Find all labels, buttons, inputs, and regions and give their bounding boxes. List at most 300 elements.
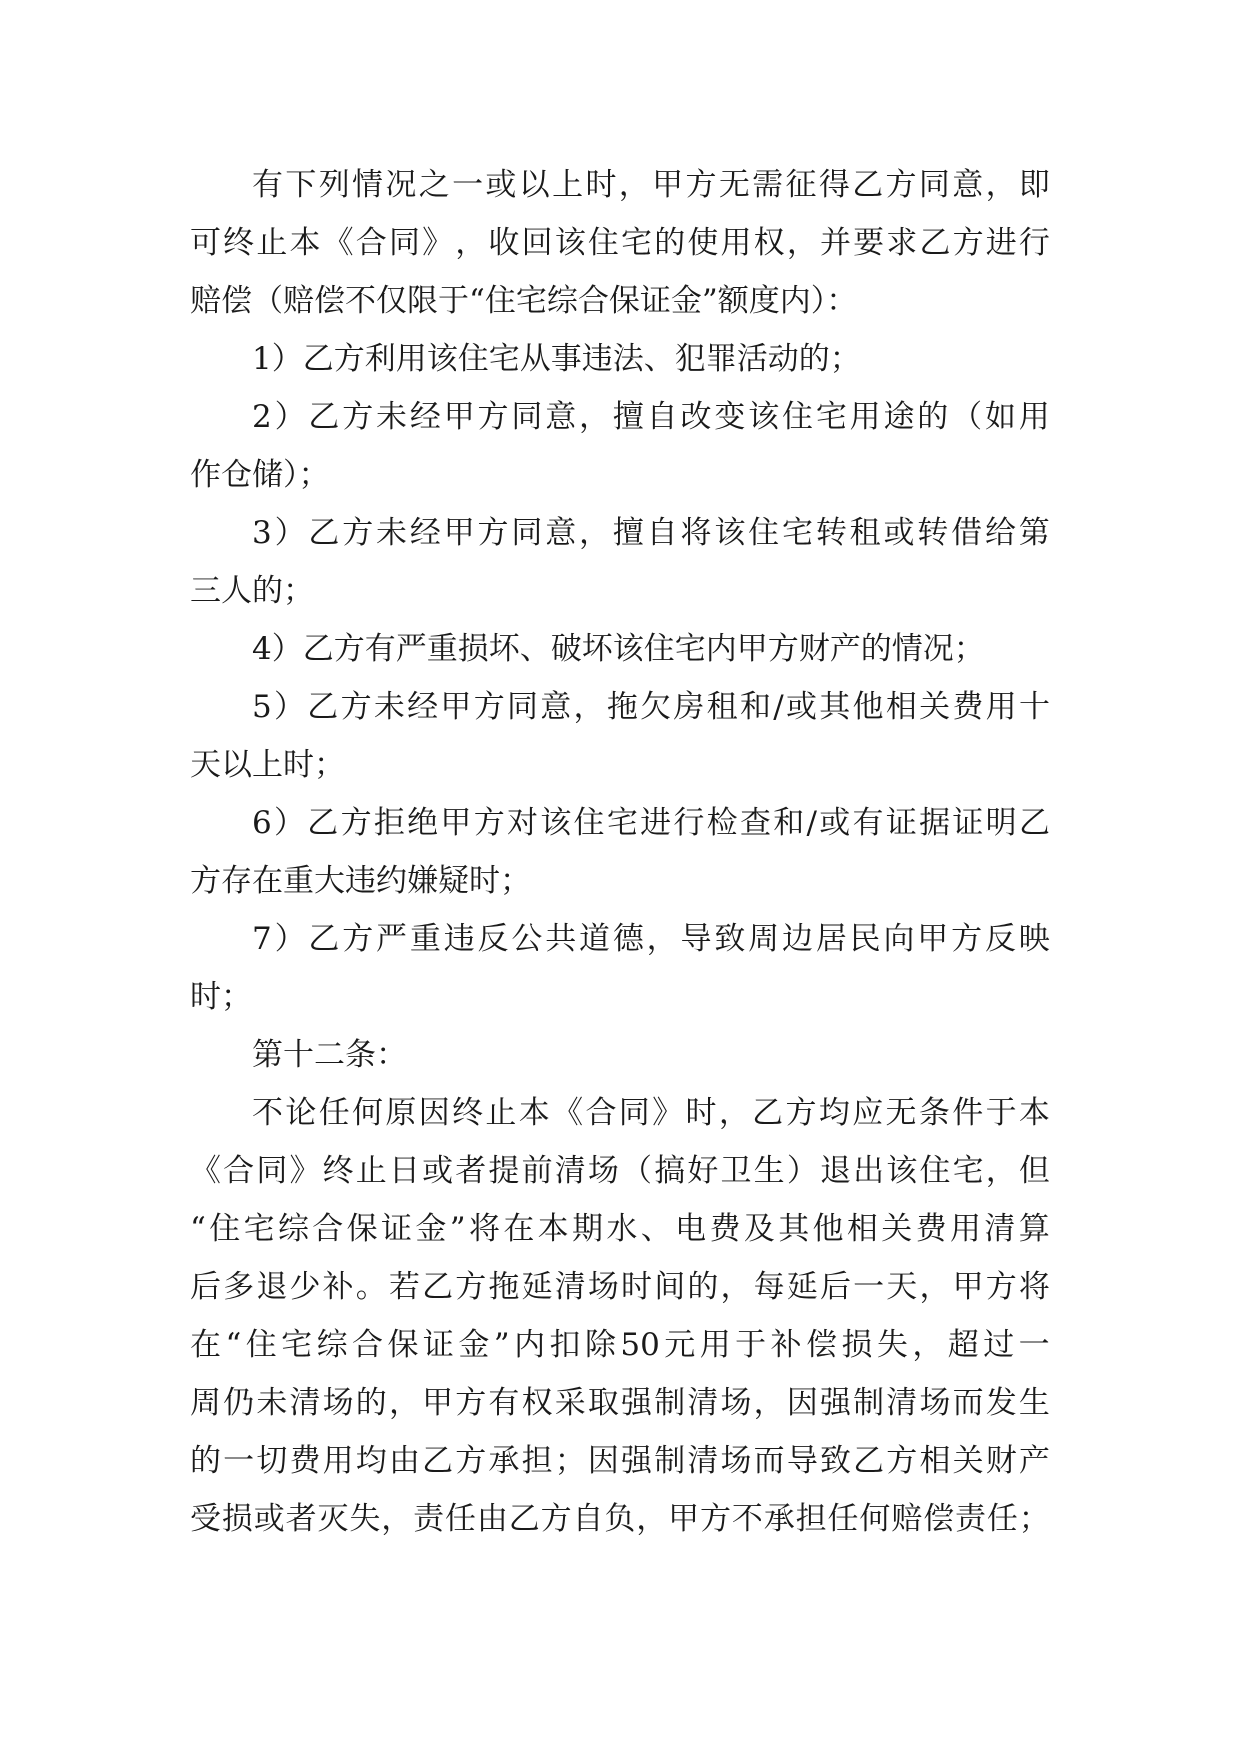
text-glyph: 担 (521, 1443, 553, 1479)
text-glyph: 均 (818, 1095, 850, 1131)
paragraph-line (190, 1325, 1050, 1365)
text-glyph: 《 (322, 225, 354, 261)
text-glyph: 于 (735, 1327, 767, 1363)
text-glyph: 清 (687, 1385, 719, 1421)
text-glyph: 方 (685, 167, 717, 203)
text-glyph: 方 (342, 399, 374, 435)
text-glyph: 除 (584, 1327, 616, 1363)
text-glyph: 一 (853, 1269, 885, 1305)
text-glyph: 将 (1018, 1269, 1050, 1305)
text-glyph: 强 (621, 1443, 653, 1479)
text-glyph: 清 (289, 1385, 321, 1421)
text-glyph: 以 (518, 167, 550, 203)
text-glyph: 失 (349, 1501, 381, 1537)
text-glyph: 道 (579, 921, 611, 957)
text-glyph: 可 (190, 225, 221, 261)
text-glyph: 止 (355, 1153, 387, 1189)
text-glyph: 保 (387, 1327, 419, 1363)
text-glyph: 变 (714, 399, 746, 435)
text-glyph: 任 (827, 1501, 859, 1537)
list-item-continuation: 作仓储）； (190, 457, 330, 493)
text-glyph: 切 (256, 1443, 288, 1479)
text-glyph: 周 (190, 1385, 221, 1421)
text-glyph: 违 (443, 921, 475, 957)
text-glyph: 租 (849, 515, 881, 551)
text-glyph: 终 (452, 1095, 484, 1131)
text-glyph: 一 (452, 167, 484, 203)
text-glyph: 拒 (373, 805, 405, 841)
text-glyph: ， (718, 1095, 750, 1131)
text-glyph: 意 (545, 515, 577, 551)
text-glyph: 采 (554, 1385, 586, 1421)
text-glyph: 回 (521, 225, 553, 261)
text-glyph: 本 (1018, 1095, 1050, 1131)
text-glyph: 该 (540, 805, 572, 841)
text-glyph: 。 (355, 1269, 387, 1305)
text-glyph: 住 (919, 1153, 951, 1189)
text-glyph: 证 (952, 805, 984, 841)
text-glyph: 经 (409, 515, 441, 551)
text-glyph: 关 (881, 1211, 913, 1247)
text-glyph: 方 (473, 805, 505, 841)
text-glyph: 检 (706, 805, 738, 841)
text-glyph: 天 (886, 1269, 918, 1305)
text-glyph: 意 (545, 399, 577, 435)
text-glyph: 乙 (422, 1443, 454, 1479)
text-glyph: 金 (415, 1211, 447, 1247)
text-glyph: 无 (718, 167, 750, 203)
text-glyph: 提 (488, 1153, 520, 1189)
text-glyph: 住 (209, 1211, 241, 1247)
text-glyph: 不 (731, 1501, 763, 1537)
text-glyph: 甲 (443, 515, 475, 551)
list-item-continuation: 天以上时； (190, 747, 345, 783)
text-glyph: 宅 (621, 225, 653, 261)
text-glyph: 7 (252, 921, 272, 957)
text-glyph: 第 (1018, 515, 1050, 551)
text-glyph: 十 (1018, 689, 1050, 725)
text-glyph: 制 (654, 1385, 686, 1421)
text-glyph: 未 (376, 515, 408, 551)
text-glyph: ， (579, 399, 611, 435)
text-glyph: 元 (664, 1327, 696, 1363)
text-glyph: 制 (654, 1443, 686, 1479)
text-glyph: 关 (952, 1443, 984, 1479)
text-glyph: ， (579, 515, 611, 551)
text-glyph: ， (388, 1385, 420, 1421)
text-glyph: ， (455, 225, 487, 261)
text-glyph: 行 (1018, 225, 1050, 261)
text-glyph: ， (573, 689, 605, 725)
text-glyph: 5 (252, 689, 272, 725)
text-glyph: 拖 (488, 1269, 520, 1305)
text-glyph: 方 (540, 1501, 572, 1537)
text-glyph: 或 (253, 1501, 285, 1537)
text-glyph: 要 (853, 225, 885, 261)
text-glyph: 之 (418, 167, 450, 203)
text-glyph: / (806, 805, 817, 841)
text-glyph: 费 (709, 1211, 741, 1247)
paragraph-line (252, 165, 1050, 205)
list-item (252, 803, 1050, 843)
text-glyph: ， (919, 1269, 951, 1305)
text-glyph: 清 (984, 1211, 1016, 1247)
text-glyph: 房 (673, 689, 705, 725)
paragraph-line (190, 1441, 1050, 1481)
text-glyph: 承 (763, 1501, 795, 1537)
text-glyph: 用 (949, 1211, 981, 1247)
text-glyph: 民 (849, 921, 881, 957)
text-glyph: 宅 (243, 1211, 275, 1247)
text-glyph: 6 (252, 805, 272, 841)
list-item (252, 513, 1050, 553)
text-glyph: 擅 (612, 399, 644, 435)
text-glyph: 意 (540, 689, 572, 725)
text-glyph: 承 (488, 1443, 520, 1479)
text-glyph: 算 (1018, 1211, 1050, 1247)
text-glyph: 意 (952, 167, 984, 203)
text-glyph: 相 (885, 689, 917, 725)
text-glyph: 宅 (952, 1153, 984, 1189)
text-glyph: 者 (455, 1153, 487, 1189)
text-glyph: 的 (917, 399, 949, 435)
text-glyph: 场 (587, 1269, 619, 1305)
list-item: 1）乙方利用该住宅从事违法、犯罪活动的； (252, 341, 861, 377)
text-glyph: 于 (985, 1095, 1017, 1131)
text-glyph: 方 (700, 1501, 731, 1537)
text-glyph: 清 (554, 1269, 586, 1305)
text-glyph: 住 (573, 805, 605, 841)
text-glyph: 时 (585, 167, 617, 203)
text-glyph: ） (274, 399, 306, 435)
text-glyph: 进 (640, 805, 672, 841)
text-glyph: 映 (1018, 921, 1050, 957)
text-glyph: 同 (618, 1095, 650, 1131)
text-glyph: 不 (252, 1095, 283, 1131)
text-glyph: 综 (316, 1327, 348, 1363)
text-glyph: 未 (256, 1385, 288, 1421)
text-glyph: 该 (748, 399, 780, 435)
text-glyph: 或 (883, 515, 915, 551)
text-glyph: 致 (819, 1443, 851, 1479)
text-glyph: 住 (245, 1327, 277, 1363)
text-glyph: 周 (748, 921, 780, 957)
text-glyph: 因 (587, 1443, 619, 1479)
text-glyph: 反 (984, 921, 1016, 957)
text-glyph: 多 (223, 1269, 255, 1305)
text-glyph: 止 (485, 1095, 517, 1131)
text-glyph: 损 (841, 1327, 873, 1363)
text-glyph: 或 (819, 805, 851, 841)
text-glyph: 论 (285, 1095, 317, 1131)
text-glyph: 行 (673, 805, 705, 841)
text-glyph: 宅 (781, 515, 813, 551)
text-glyph: （ (621, 1153, 653, 1189)
text-glyph: 补 (770, 1327, 802, 1363)
text-glyph: 何 (859, 1501, 891, 1537)
text-glyph: 仍 (223, 1385, 255, 1421)
text-glyph: 的 (355, 1385, 387, 1421)
paragraph-line (190, 1209, 1050, 1249)
text-glyph: 证 (381, 1211, 413, 1247)
text-glyph: 收 (488, 225, 520, 261)
text-glyph: 宅 (281, 1327, 313, 1363)
text-glyph: 并 (819, 225, 851, 261)
text-glyph: 该 (886, 1153, 918, 1189)
text-glyph: 前 (521, 1153, 553, 1189)
text-glyph: 进 (985, 225, 1017, 261)
text-glyph: 宅 (815, 399, 847, 435)
text-glyph: 求 (886, 225, 918, 261)
list-item: 4）乙方有严重损坏、破坏该住宅内甲方财产的情况； (252, 631, 985, 667)
text-glyph: 失 (876, 1327, 908, 1363)
text-glyph: 使 (687, 225, 719, 261)
text-glyph: / (773, 689, 784, 725)
text-glyph: 明 (985, 805, 1017, 841)
text-glyph: 场 (322, 1385, 354, 1421)
text-glyph: ） (274, 805, 306, 841)
text-glyph: 用 (985, 689, 1017, 725)
text-glyph: ） (786, 1153, 818, 1189)
text-glyph: 《 (552, 1095, 584, 1131)
text-glyph: 欠 (640, 689, 672, 725)
text-glyph: 有 (252, 167, 283, 203)
text-glyph: 公 (511, 921, 543, 957)
text-glyph: 何 (352, 1095, 384, 1131)
text-glyph: 甲 (652, 167, 684, 203)
text-glyph: 乙 (422, 1269, 454, 1305)
text-glyph: ， (985, 167, 1017, 203)
text-glyph: 因 (418, 1095, 450, 1131)
text-glyph: 下 (285, 167, 317, 203)
text-glyph: 合 (312, 1211, 344, 1247)
text-glyph: 该 (554, 225, 586, 261)
text-glyph: 场 (587, 1153, 619, 1189)
text-glyph: 方 (455, 1443, 487, 1479)
text-glyph: 改 (680, 399, 712, 435)
text-glyph: 合 (223, 1153, 255, 1189)
text-glyph: 乙 (852, 167, 884, 203)
text-glyph: 《 (190, 1153, 221, 1189)
text-glyph: 绝 (407, 805, 439, 841)
paragraph-line (190, 1267, 1050, 1307)
text-glyph: 甲 (952, 1269, 984, 1305)
text-glyph: 、 (640, 1211, 672, 1247)
text-glyph: 住 (748, 515, 780, 551)
text-glyph: ） (274, 515, 306, 551)
text-glyph: 权 (753, 225, 785, 261)
list-item (252, 687, 1050, 727)
text-glyph: 扣 (549, 1327, 581, 1363)
section-heading: 第十二条： (252, 1037, 407, 1073)
text-glyph: 均 (355, 1443, 387, 1479)
text-glyph: 而 (952, 1385, 984, 1421)
text-glyph: 乙 (1018, 805, 1050, 841)
text-glyph: 原 (385, 1095, 417, 1131)
text-glyph: 无 (885, 1095, 917, 1131)
text-glyph: 损 (221, 1501, 253, 1537)
text-glyph: 同 (388, 225, 420, 261)
text-glyph: 费 (915, 1211, 947, 1247)
text-glyph: 任 (318, 1095, 350, 1131)
text-glyph: 相 (846, 1211, 878, 1247)
text-glyph: 或 (785, 689, 817, 725)
text-glyph: 少 (289, 1269, 321, 1305)
text-glyph: 该 (714, 515, 746, 551)
text-glyph: 费 (952, 689, 984, 725)
paragraph-line (190, 223, 1050, 263)
text-glyph: 间 (654, 1269, 686, 1305)
text-glyph: 合 (352, 1327, 384, 1363)
text-glyph: 导 (786, 1443, 818, 1479)
text-glyph: 责 (955, 1501, 986, 1537)
text-glyph: 延 (786, 1269, 818, 1305)
text-glyph: 自 (646, 399, 678, 435)
text-glyph: 期 (572, 1211, 604, 1247)
text-glyph: 本 (537, 1211, 569, 1247)
text-glyph: 转 (815, 515, 847, 551)
text-glyph: “ (225, 1327, 242, 1363)
text-glyph: 将 (680, 515, 712, 551)
text-glyph: 或 (485, 167, 517, 203)
text-glyph: 财 (985, 1443, 1017, 1479)
text-glyph: 途 (883, 399, 915, 435)
text-glyph: 方 (785, 1095, 817, 1131)
text-glyph: ； (554, 1443, 586, 1479)
text-glyph: 反 (477, 921, 509, 957)
text-glyph: 方 (952, 225, 984, 261)
text-glyph: 但 (1018, 1153, 1050, 1189)
text-glyph: 乙 (307, 689, 339, 725)
text-glyph: ） (274, 921, 306, 957)
text-glyph: 甲 (443, 399, 475, 435)
text-glyph: ， (618, 167, 650, 203)
text-glyph: ， (912, 1327, 944, 1363)
text-glyph: 边 (781, 921, 813, 957)
text-glyph: 关 (919, 689, 951, 725)
text-glyph: 由 (476, 1501, 508, 1537)
text-glyph: 退 (819, 1153, 851, 1189)
text-glyph: 场 (720, 1385, 752, 1421)
text-glyph: 用 (699, 1327, 731, 1363)
text-glyph: 任 (445, 1501, 476, 1537)
text-glyph: 生 (753, 1153, 785, 1189)
text-glyph: 同 (511, 515, 543, 551)
text-glyph: 条 (918, 1095, 950, 1131)
text-glyph: 自 (572, 1501, 604, 1537)
paragraph-line: 赔偿（赔偿不仅限于“住宅综合保证金”额度内）： (190, 283, 858, 319)
text-glyph: 证 (885, 805, 917, 841)
text-glyph: 后 (819, 1269, 851, 1305)
text-glyph: 同 (256, 1153, 288, 1189)
text-glyph: 转 (917, 515, 949, 551)
text-glyph: 乙 (752, 1095, 784, 1131)
text-glyph: 致 (714, 921, 746, 957)
text-glyph: 者 (285, 1501, 317, 1537)
text-glyph: 本 (518, 1095, 550, 1131)
text-glyph: 情 (352, 167, 384, 203)
text-glyph: 甲 (422, 1385, 454, 1421)
text-glyph: 同 (511, 399, 543, 435)
text-glyph: 费 (289, 1443, 321, 1479)
text-glyph: 在 (190, 1327, 221, 1363)
text-glyph: 上 (552, 167, 584, 203)
text-glyph: 保 (346, 1211, 378, 1247)
text-glyph: 经 (407, 689, 439, 725)
text-glyph: 甲 (917, 921, 949, 957)
text-glyph: 乙 (853, 1443, 885, 1479)
text-glyph: 过 (983, 1327, 1015, 1363)
text-glyph: 场 (720, 1443, 752, 1479)
text-glyph: 乙 (919, 225, 951, 261)
text-glyph: 补 (322, 1269, 354, 1305)
text-glyph: 时 (685, 1095, 717, 1131)
text-glyph: 好 (687, 1153, 719, 1189)
paragraph-line (190, 1151, 1050, 1191)
text-glyph: 拖 (606, 689, 638, 725)
text-glyph: 因 (786, 1385, 818, 1421)
text-glyph: 对 (506, 805, 538, 841)
text-glyph: ； (1018, 1501, 1050, 1537)
text-glyph: 的 (654, 225, 686, 261)
text-glyph: 和 (773, 805, 805, 841)
text-glyph: 列 (318, 167, 350, 203)
text-glyph: ， (636, 1501, 668, 1537)
text-glyph: 任 (986, 1501, 1018, 1537)
text-glyph: 甲 (668, 1501, 700, 1537)
text-glyph: ， (646, 921, 678, 957)
text-glyph: 乙 (308, 515, 340, 551)
text-glyph: 退 (256, 1269, 288, 1305)
text-glyph: 乙 (308, 921, 340, 957)
text-glyph: 方 (473, 689, 505, 725)
text-glyph: ” (493, 1327, 510, 1363)
text-glyph: 超 (947, 1327, 979, 1363)
text-glyph: 同 (918, 167, 950, 203)
text-glyph: 偿 (806, 1327, 838, 1363)
text-glyph: 》 (289, 1153, 321, 1189)
text-glyph: 方 (886, 1443, 918, 1479)
text-glyph: 擅 (612, 515, 644, 551)
text-glyph: 综 (277, 1211, 309, 1247)
text-glyph: 方 (477, 399, 509, 435)
list-item (252, 397, 1050, 437)
text-glyph: 延 (521, 1269, 553, 1305)
text-glyph: 日 (388, 1153, 420, 1189)
text-glyph: 和 (739, 689, 771, 725)
text-glyph: 查 (739, 805, 771, 841)
text-glyph: 方 (885, 167, 917, 203)
text-glyph: ， (786, 225, 818, 261)
text-glyph: 卫 (720, 1153, 752, 1189)
text-glyph: 一 (223, 1443, 255, 1479)
text-glyph: 方 (340, 805, 372, 841)
text-glyph: 共 (545, 921, 577, 957)
text-glyph: 受 (190, 1501, 221, 1537)
text-glyph: 自 (646, 515, 678, 551)
text-glyph: 强 (819, 1385, 851, 1421)
text-glyph: 场 (919, 1385, 951, 1421)
paragraph-line (252, 1093, 1050, 1133)
text-glyph: 制 (853, 1385, 885, 1421)
text-glyph: 乙 (508, 1501, 540, 1537)
text-glyph: 重 (409, 921, 441, 957)
text-glyph: 负 (604, 1501, 636, 1537)
text-glyph: 担 (795, 1501, 827, 1537)
text-glyph: 同 (506, 689, 538, 725)
text-glyph: 未 (376, 399, 408, 435)
text-glyph: 出 (853, 1153, 885, 1189)
